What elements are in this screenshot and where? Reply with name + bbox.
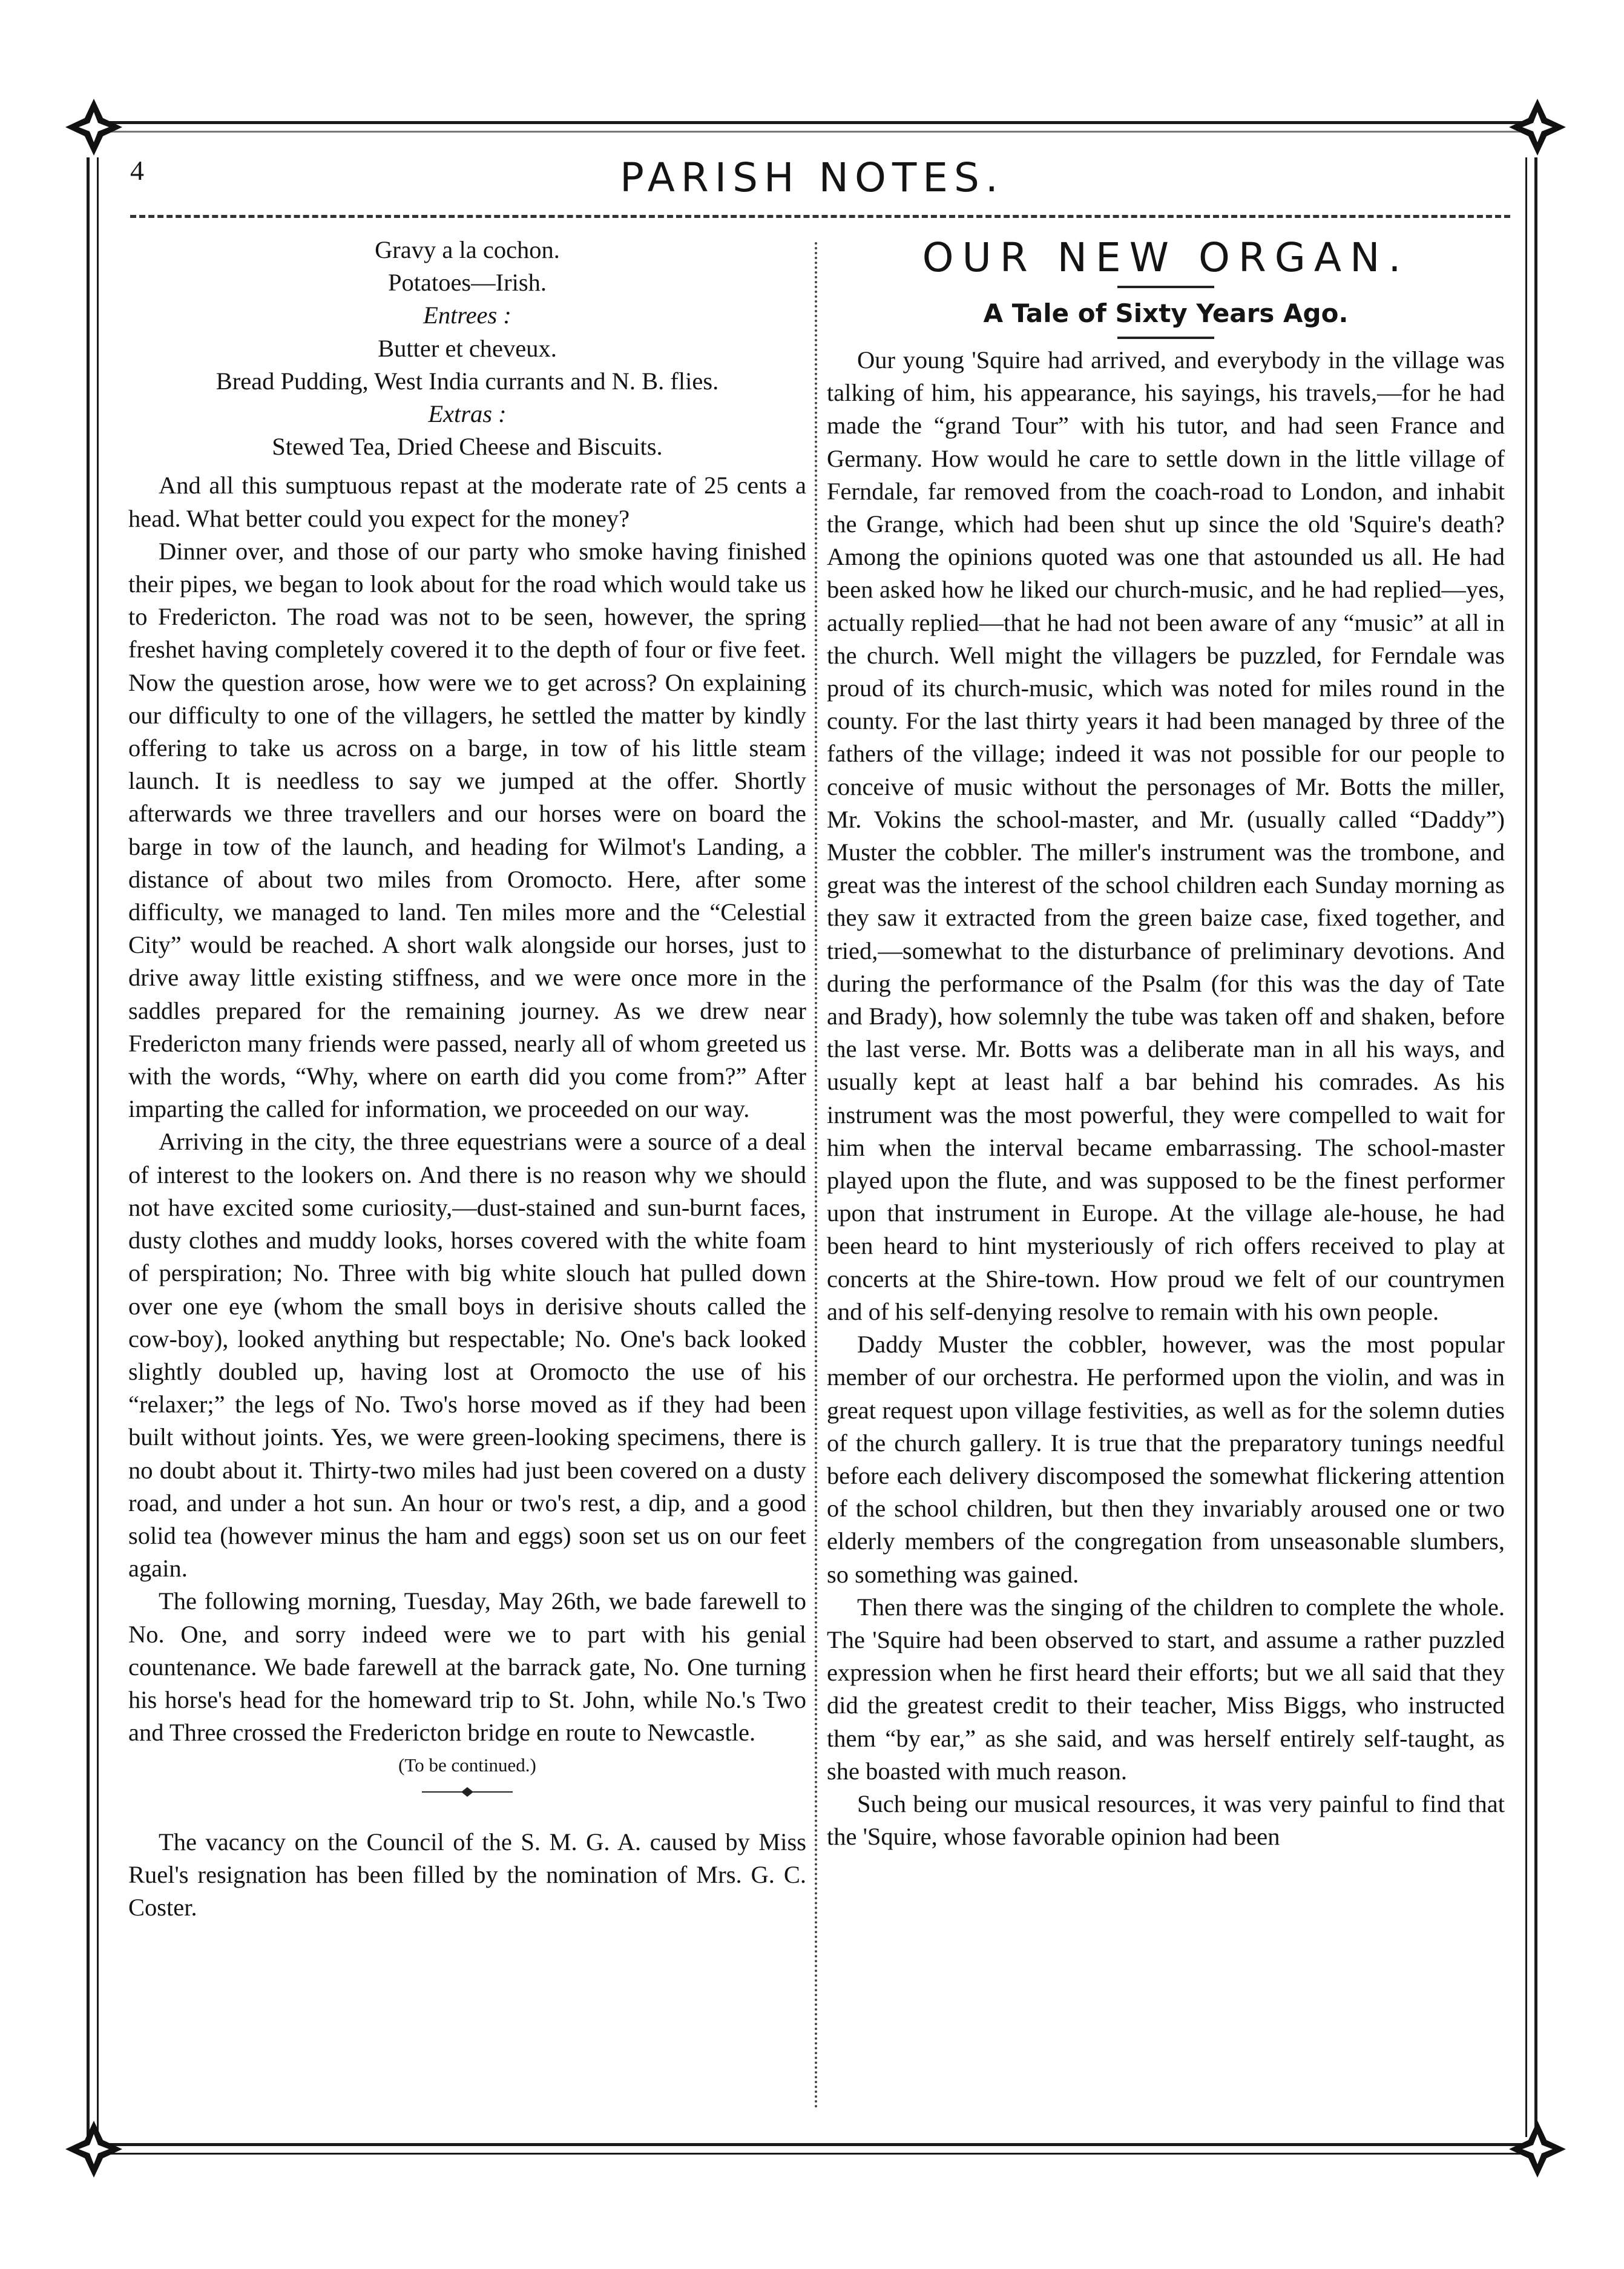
border-left-rule bbox=[87, 157, 90, 2137]
page-number: 4 bbox=[130, 155, 144, 186]
continued-note: (To be continued.) bbox=[398, 1754, 536, 1776]
council-notice: The vacancy on the Council of the S. M. G. A. caused by Miss Ruel's resignation has been filled by the nomination of Mrs. G. C. Coster. bbox=[128, 1828, 806, 1921]
left-column bbox=[128, 234, 806, 1924]
body-paragraph: Dinner over, and those of our party who smoke having finished their pipes, we began to look about for the road which would take us to Fredericton. The road was not to be seen, however, the spring freshet having completely covered it to the depth of four or five feet. Now the question arose, how were we to get across? On explaining our difficulty to one of the villagers, he settled the matter by kindly offering to take us across on a barge, in tow of his little steam launch. It is needless to say we jumped at the offer. Shortly afterwards we three travellers and our horses were on board the barge in tow of the launch, and heading for Wilmot's Landing, a distance of about two miles from Oromocto. Here, after some difficulty, we managed to land. Ten miles more and the “Celestial City” would be reached. A short walk alongside our horses, just to drive away little existing stiffness, and we were once more in the saddles prepared for the remaining journey. As we drew near Fredericton many friends were passed, nearly all of whom greeted us with the words, “Why, where on earth did you come from?” After imparting the called for information, we proceeded on our way. bbox=[128, 537, 806, 1123]
border-top-rule-inner bbox=[91, 131, 1534, 133]
menu-heading-entrees: Entrees : bbox=[423, 301, 511, 329]
menu-heading-extras: Extras : bbox=[428, 400, 507, 428]
body-paragraph: Daddy Muster the cobbler, however, was the most popular member of our orchestra. He performed upon the violin, and was in great request upon village festivities, as well as for the solemn duties of the church gallery. It is true that the preparatory tunings needful before each delivery discomposed the somewhat flickering attention of the school children, but then they invariably aroused one or two elderly members of the congregation from unseasonable slumbers, so something was gained. bbox=[827, 1331, 1505, 1588]
menu-item: Bread Pudding, West India currants and N. B. flies. bbox=[215, 367, 719, 395]
corner-cross-ornament-top-left bbox=[61, 94, 127, 160]
ornamental-separator bbox=[422, 1786, 513, 1798]
corner-cross-ornament-bottom-left bbox=[61, 2116, 127, 2182]
menu-item: Gravy a la cochon. bbox=[375, 236, 560, 263]
menu-item: Stewed Tea, Dried Cheese and Biscuits. bbox=[272, 433, 663, 461]
column-divider bbox=[815, 242, 817, 2110]
body-paragraph: And all this sumptuous repast at the moderate rate of 25 cents a head. What better could you expect for the money? bbox=[128, 472, 806, 532]
border-right-rule bbox=[1534, 157, 1537, 2137]
right-column bbox=[827, 234, 1505, 1853]
article-subtitle: A Tale of Sixty Years Ago. bbox=[983, 298, 1349, 328]
header-dashed-rule bbox=[130, 215, 1510, 218]
border-left-rule-inner bbox=[97, 157, 99, 2137]
menu-item: Potatoes—Irish. bbox=[387, 269, 547, 297]
body-paragraph: The following morning, Tuesday, May 26th, we bade farewell to No. One, and sorry indeed were we to part with his genial countenance. We bade farewell at the barrack gate, No. One turning his horse's head for the homeward trip to St. John, while No.'s Two and Three crossed the Fredericton bridge en route to Newcastle. bbox=[128, 1587, 806, 1747]
body-paragraph: Such being our musical resources, it was very painful to find that the 'Squire, whose favorable opinion had been bbox=[827, 1790, 1505, 1851]
title-rule bbox=[1117, 286, 1214, 288]
corner-cross-ornament-top-right bbox=[1504, 94, 1571, 160]
border-top-rule bbox=[91, 121, 1534, 124]
corner-cross-ornament-bottom-right bbox=[1504, 2116, 1571, 2182]
article-title: OUR NEW ORGAN. bbox=[922, 234, 1410, 281]
body-paragraph: Arriving in the city, the three equestrians were a source of a deal of interest to the lookers on. And there is no reason why we should not have excited some curiosity,—dust-stained and sun-burnt faces, dusty clothes and muddy looks, horses covered with the white foam of perspiration; No. Three with big white slouch hat pulled down over one eye (whom the small boys in derisive shouts called the cow-boy), looked anything but respectable; No. One's back looked slightly doubled up, having lost at Oromocto the use of his “relaxer;” the legs of No. Two's horse moved as if they had been built without joints. Yes, we were green-looking specimens, there is no doubt about it. Thirty-two miles had just been covered on a dusty road, and under a hot sun. An hour or two's rest, a dip, and a good solid tea (however minus the ham and eggs) soon set us on our feet again. bbox=[128, 1128, 806, 1582]
body-paragraph: Then there was the singing of the children to complete the whole. The 'Squire had been observed to start, and assume a rather puzzled expression when he first heard their efforts; but we all said that they did the greatest credit to their teacher, Miss Biggs, who instructed them “by ear,” as she said, and was herself entirely self-taught, as she boasted with much reason. bbox=[827, 1593, 1505, 1785]
border-right-rule-inner bbox=[1525, 157, 1527, 2137]
page-title: PARISH NOTES. bbox=[620, 154, 1004, 201]
border-bottom-rule bbox=[91, 2143, 1534, 2146]
subtitle-rule bbox=[1117, 337, 1214, 339]
menu-item: Butter et cheveux. bbox=[378, 334, 557, 362]
border-bottom-rule-inner bbox=[91, 2153, 1534, 2155]
body-paragraph: Our young 'Squire had arrived, and everybody in the village was talking of him, his appearance, his sayings, his travels,—for he had made the “grand Tour” with his tutor, and had seen France and Germany. How would he care to settle down in the little village of Ferndale, far removed from the coach-road to London, and inhabit the Grange, which had been shut up since the old 'Squire's death? Among the opinions quoted was one that astounded us all. He had been asked how he liked our church-music, and he had replied—yes, actually replied—that he had not been aware of any “music” at all in the church. Well might the villagers be puzzled, for Ferndale was proud of its church-music, which was noted for miles round in the county. For the last thirty years it had been managed by three of the fathers of the village; indeed it was not possible for our people to conceive of music without the personages of Mr. Botts the miller, Mr. Vokins the school-master, and Mr. (usually called “Daddy”) Muster the cobbler. The miller's instrument was the trombone, and great was the interest of the school children each Sunday morning as they saw it extracted from the green baize case, fixed together, and tried,—somewhat to the disturbance of preliminary devotions. And during the performance of the Psalm (for this was the day of Tate and Brady), how solemnly the tube was taken off and shaken, before the last verse. Mr. Botts was a deliberate man in all his ways, and usually kept at least half a bar behind his comrades. As his instrument was the most powerful, they were compelled to wait for him when the interval became embarrassing. The school-master played upon the flute, and was supposed to be the finest performer upon that instrument in Europe. At the village ale-house, he had been heard to hint mysteriously of rich offers received to play at concerts at the Shire-town. How proud we felt of our countrymen and of his self-denying resolve to remain with his own people. bbox=[827, 346, 1505, 1325]
